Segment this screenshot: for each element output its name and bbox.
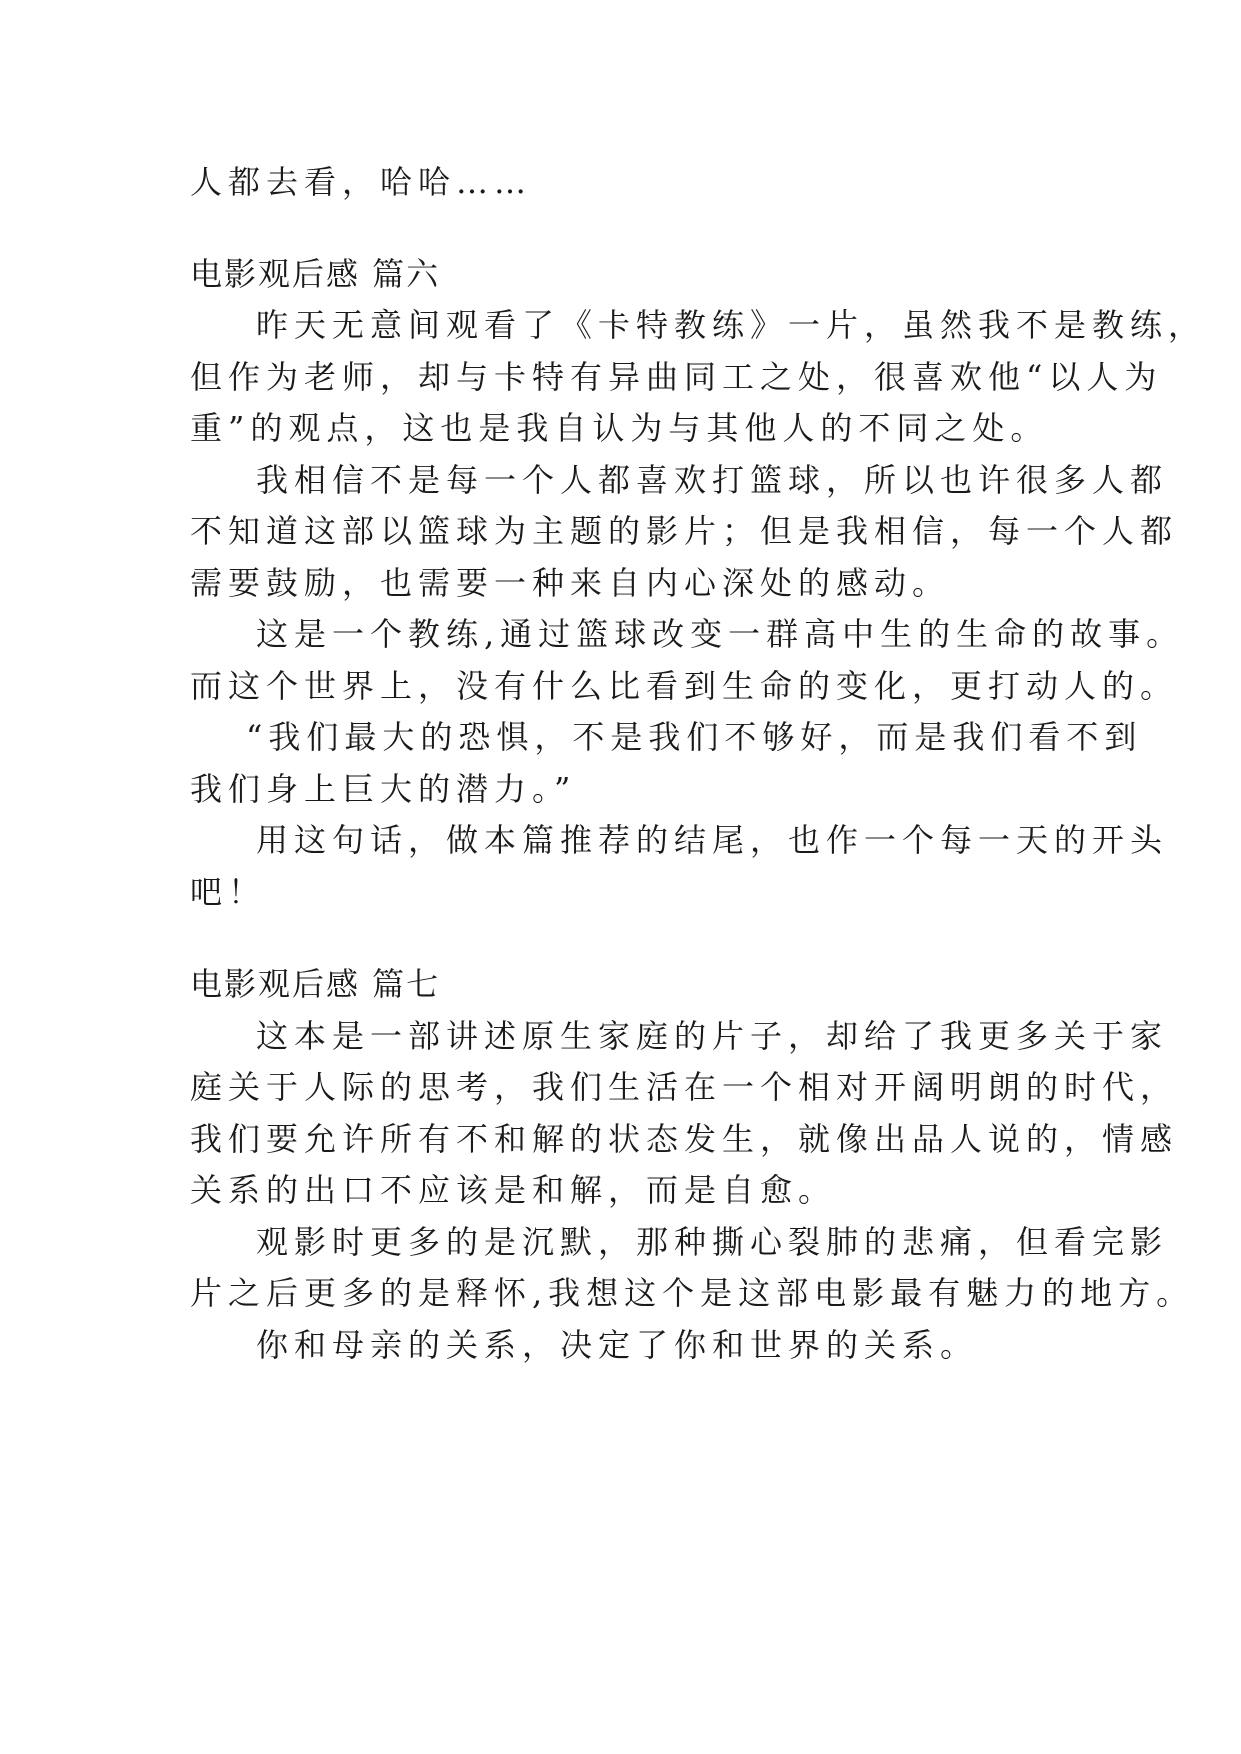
paragraph-line: 观影时更多的是沉默，那种撕心裂肺的悲痛，但看完影	[256, 1223, 1169, 1261]
quote-line: 我们身上巨大的潜力。”	[190, 770, 577, 808]
paragraph-line: 但作为老师，却与卡特有异曲同工之处，很喜欢他“以人为	[190, 358, 1163, 396]
paragraph-line: 关系的出口不应该是和解，而是自愈。	[190, 1171, 837, 1209]
paragraph-line: 吧！	[190, 873, 267, 911]
paragraph-line: 你和母亲的关系，决定了你和世界的关系。	[256, 1326, 979, 1364]
paragraph-line: 重”的观点，这也是我自认为与其他人的不同之处。	[190, 409, 1049, 447]
paragraph-line: 需要鼓励，也需要一种来自内心深处的感动。	[190, 564, 951, 602]
section-heading: 电影观后感 篇六	[190, 255, 441, 293]
paragraph-line: 而这个世界上，没有什么比看到生命的变化，更打动人的。	[190, 667, 1179, 705]
paragraph-line: 用这句话，做本篇推荐的结尾，也作一个每一天的开头	[256, 821, 1169, 859]
paragraph-line: 这是一个教练,通过篮球改变一群高中生的生命的故事。	[256, 615, 1185, 653]
section-heading: 电影观后感 篇七	[190, 965, 441, 1003]
paragraph-line: 这本是一部讲述原生家庭的片子，却给了我更多关于家	[256, 1017, 1169, 1055]
paragraph-line: 庭关于人际的思考，我们生活在一个相对开阔明朗的时代，	[190, 1068, 1179, 1106]
paragraph-line: 不知道这部以篮球为主题的影片；但是我相信，每一个人都	[190, 512, 1179, 550]
paragraph-line: 片之后更多的是释怀,我想这个是这部电影最有魅力的地方。	[190, 1274, 1195, 1312]
paragraph-line: 我们要允许所有不和解的状态发生，就像出品人说的，情感	[190, 1120, 1179, 1158]
paragraph-line: 我相信不是每一个人都喜欢打篮球，所以也许很多人都	[256, 461, 1169, 499]
quote-line: “我们最大的恐惧，不是我们不够好，而是我们看不到	[246, 718, 1143, 756]
text-line: 人都去看，哈哈……	[190, 163, 533, 201]
paragraph-line: 昨天无意间观看了《卡特教练》一片，虽然我不是教练，	[256, 306, 1207, 344]
